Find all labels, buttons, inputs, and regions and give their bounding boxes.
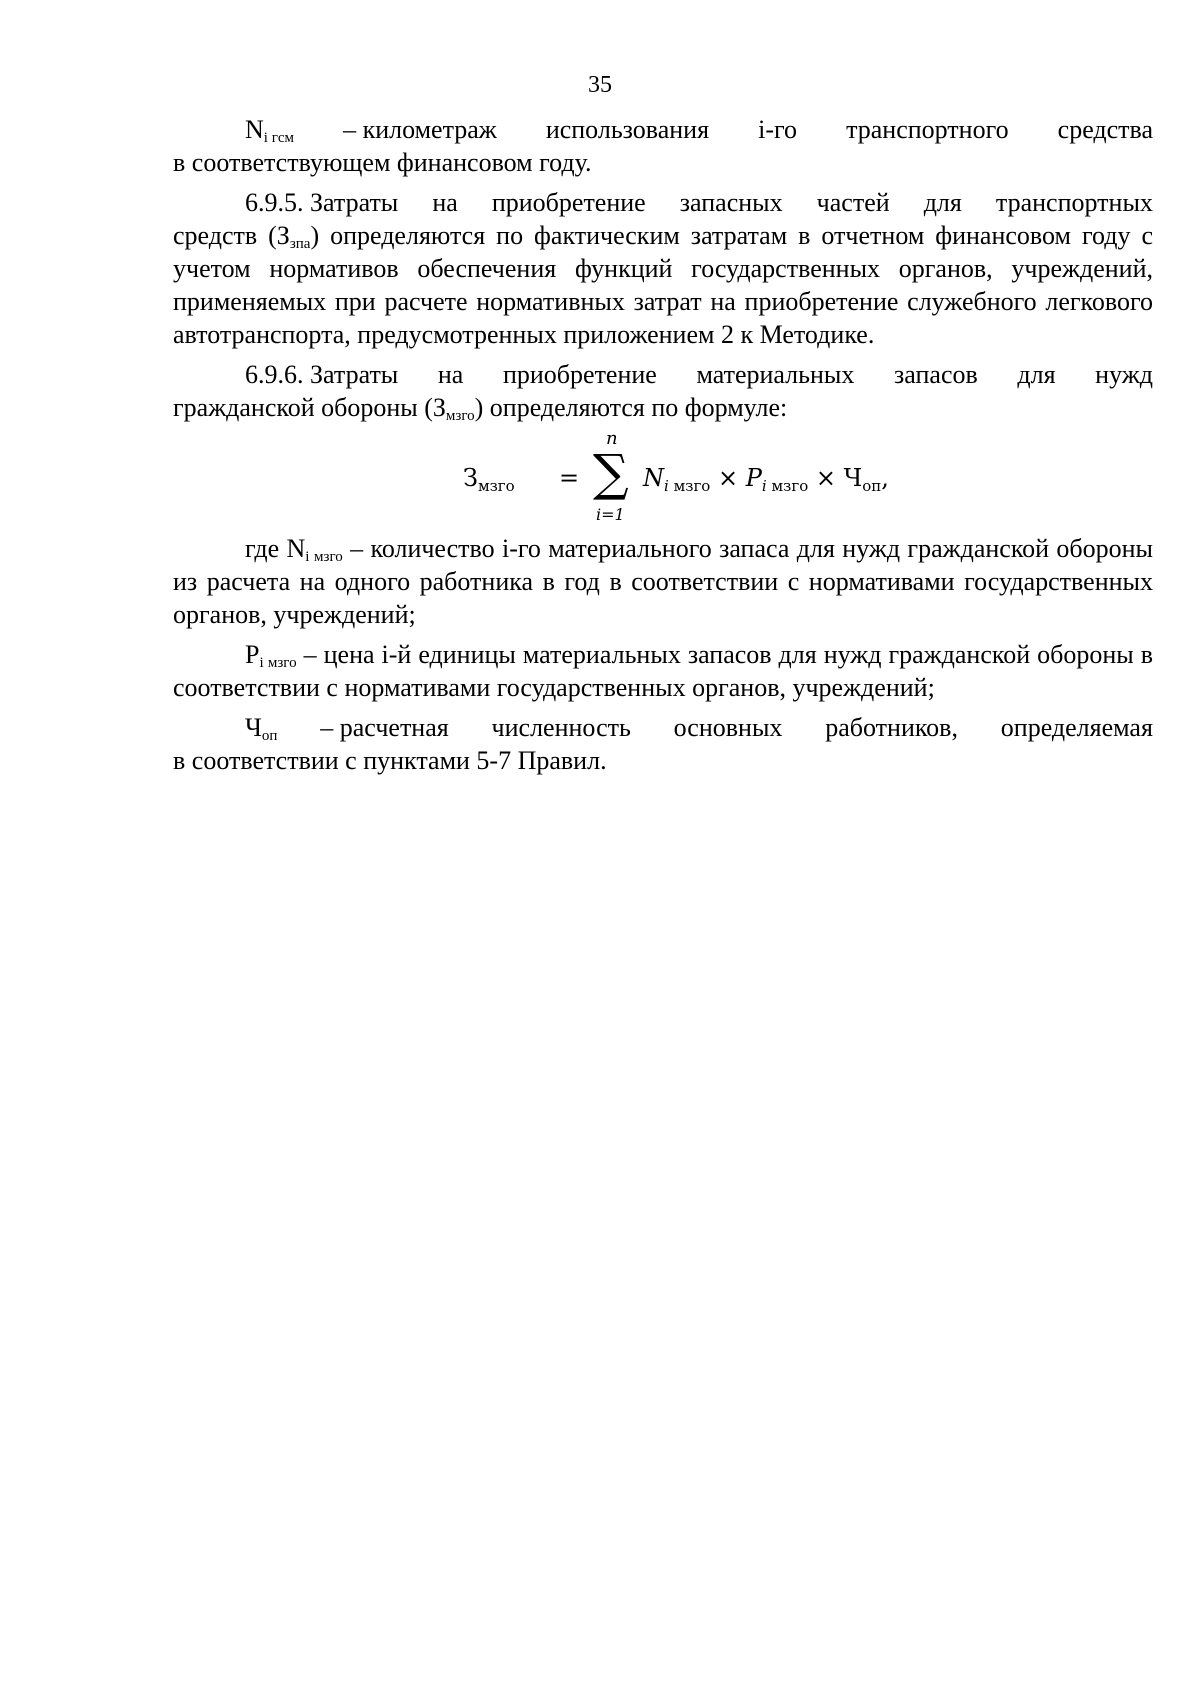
n-gsm-word: i-го <box>758 115 798 144</box>
n-gsm-subscript: i гсм <box>263 130 295 146</box>
n-gsm-symbol: $N_{i гсм}$ <box>245 115 295 146</box>
word: основных <box>673 713 783 742</box>
n-gsm-word: – километраж <box>343 115 497 144</box>
word: приобретение <box>502 360 657 389</box>
word: на <box>432 188 458 217</box>
section-6-9-5-body: средств $(З_{зпа})$ определяются по фактическим затратам в отчетном финансовом году с учетом нормативов обеспечения функций государственных органов, учреждений, применяемых при расчете нормативных затрат на приобретение служебного легкового автотранспорта, предусмотренных приложением 2 к Методике. <box>173 221 1154 349</box>
ch-op-symbol: $Ч_{оп}$ <box>245 713 278 744</box>
word: определяемая <box>1000 713 1153 742</box>
word: – расчетная <box>320 713 449 742</box>
sum-sign: ∑ <box>593 444 629 502</box>
definition-n-mzgo: где $N_{i мзго}$ – количество i-го материального запаса для нужд гражданской обороны из расчета на одного работника в год в соответствии с нормативами государственных органов, учреждений; <box>173 534 1154 629</box>
word: 6.9.6. Затраты <box>245 360 399 389</box>
word: запасных <box>679 188 783 217</box>
word: на <box>437 360 464 389</box>
word: транспортных <box>995 188 1153 217</box>
word: работников, <box>825 713 958 742</box>
word: 6.9.5. Затраты <box>245 188 399 217</box>
definition-n-gsm <box>173 113 1153 179</box>
word: приобретение <box>491 188 646 217</box>
zpa-subscript: зпа <box>289 236 311 252</box>
formula-equals: = <box>559 464 580 492</box>
definition-n-gsm-line2: в соответствующем финансовом году. <box>173 148 592 177</box>
word: запасов <box>894 360 978 389</box>
section-6-9-5-line1 <box>173 186 1153 219</box>
formula-body <box>463 428 903 528</box>
definition-p-mzgo: $P_{i мзго}$ – цена i-й единицы материальных запасов для нужд гражданской обороны в соответствии с нормативами государственных органов, учреждений; <box>173 640 1154 702</box>
word: материальных <box>696 360 855 389</box>
section-6-9-6 <box>173 358 1153 424</box>
sum-lower-limit: i=1 <box>596 505 625 524</box>
body-text <box>173 113 1153 777</box>
word: для <box>1017 360 1056 389</box>
sum-upper-limit: n <box>606 428 618 449</box>
n-gsm-word: средства <box>1057 115 1153 144</box>
formula <box>173 428 1153 528</box>
definition-ch-op-line2: в соответствии с пунктами 5-7 Правил. <box>173 746 607 775</box>
word: численность <box>491 713 631 742</box>
section-6-9-6-line2: гражданской обороны $(З_{мзго})$ определяются по формуле: <box>173 393 788 424</box>
formula-lhs: $З_{мзго}$ <box>463 464 515 495</box>
section-6-9-6-line1 <box>173 358 1153 391</box>
word: нужд <box>1095 360 1153 389</box>
mzgo-subscript: мзго <box>445 408 475 424</box>
section-6-9-5 <box>173 186 1153 351</box>
n-gsm-word: использования <box>545 115 710 144</box>
definition-ch-op-line1 <box>173 711 1153 744</box>
definition-n-gsm-line1 <box>173 113 1153 146</box>
page-number: 35 <box>588 72 612 98</box>
n-gsm-word: транспортного <box>846 115 1009 144</box>
formula-rhs: $N_{i мзго} \times P_{i мзго} \times Ч_{оп}$, <box>643 464 889 495</box>
word: частей <box>816 188 890 217</box>
definition-ch-op <box>173 711 1153 777</box>
word: для <box>923 188 962 217</box>
